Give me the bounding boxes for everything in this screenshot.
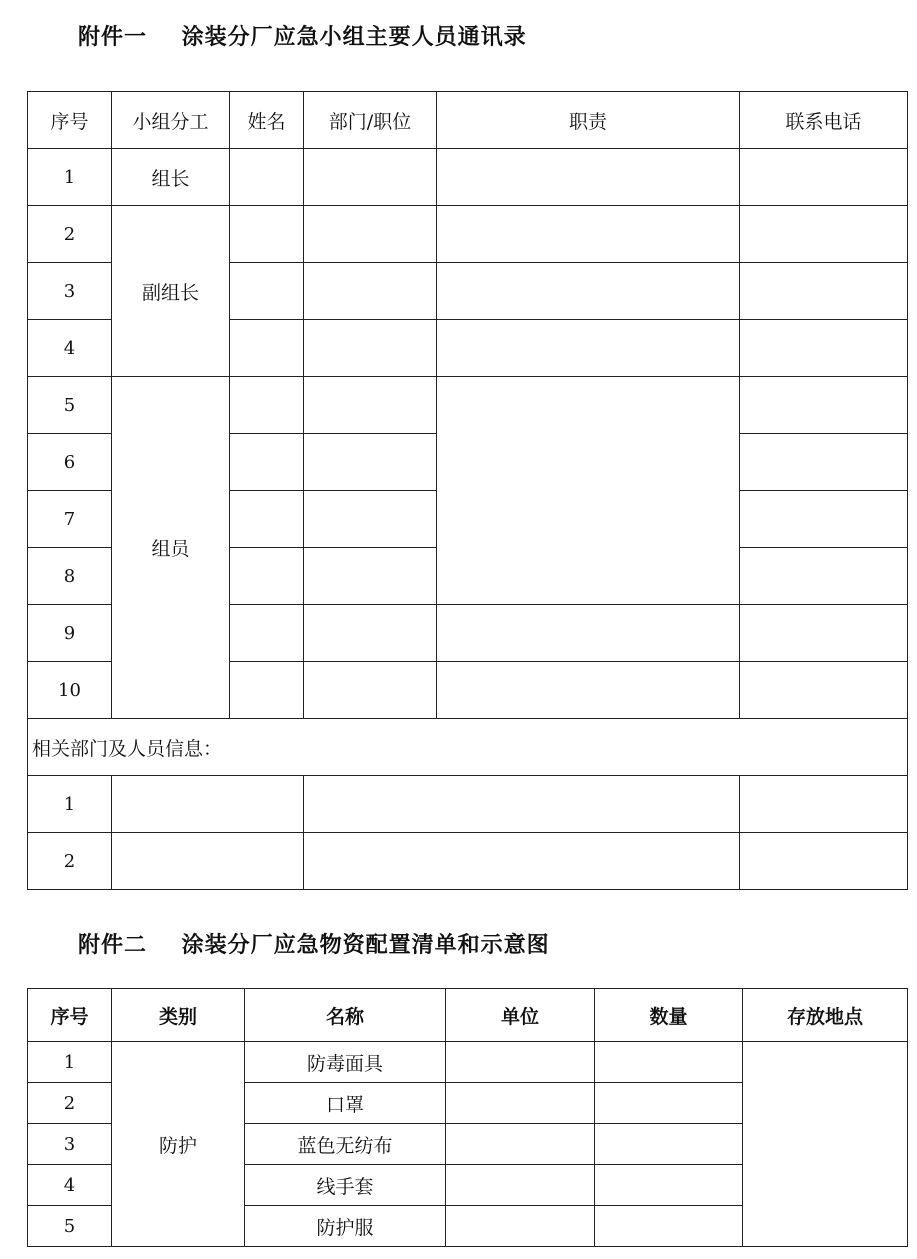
- row-number: 3: [28, 1124, 112, 1165]
- related-info-row: [28, 719, 908, 776]
- supplies-table-header: [28, 989, 908, 1042]
- name-cell[interactable]: [230, 149, 304, 206]
- row-number: 2: [28, 833, 112, 890]
- item-name-cell: 口罩: [245, 1083, 446, 1124]
- duty-cell[interactable]: [437, 320, 740, 377]
- dept-cell[interactable]: [304, 206, 437, 263]
- contact-table: [27, 91, 908, 890]
- contact-table-header: [28, 92, 908, 149]
- header-duty: 职责: [437, 92, 740, 149]
- unit-cell[interactable]: [446, 1083, 595, 1124]
- row-number: 1: [28, 149, 112, 206]
- item-name-cell: 蓝色无纺布: [245, 1124, 446, 1165]
- dept-cell[interactable]: [304, 377, 437, 434]
- related-row: [28, 776, 908, 833]
- unit-cell[interactable]: [446, 1042, 595, 1083]
- duty-cell[interactable]: [437, 605, 740, 662]
- quantity-cell[interactable]: [595, 1165, 743, 1206]
- phone-cell[interactable]: [740, 263, 908, 320]
- attachment1-title: 附件一 涂装分厂应急小组主要人员通讯录: [78, 25, 527, 50]
- duty-cell[interactable]: [437, 263, 740, 320]
- row-number: 6: [28, 434, 112, 491]
- dept-cell[interactable]: [304, 605, 437, 662]
- name-cell[interactable]: [230, 377, 304, 434]
- phone-cell[interactable]: [740, 206, 908, 263]
- duty-cell[interactable]: [437, 206, 740, 263]
- row-number: 5: [28, 377, 112, 434]
- unit-cell[interactable]: [446, 1165, 595, 1206]
- table-row: [28, 149, 908, 206]
- location-cell[interactable]: [743, 1042, 908, 1247]
- phone-cell[interactable]: [740, 662, 908, 719]
- role-cell: 组员: [112, 377, 230, 719]
- phone-cell[interactable]: [740, 320, 908, 377]
- dept-cell[interactable]: [304, 263, 437, 320]
- header-name: 姓名: [230, 92, 304, 149]
- phone-cell[interactable]: [740, 491, 908, 548]
- related-row: [28, 833, 908, 890]
- name-cell[interactable]: [230, 434, 304, 491]
- header-item-name: 名称: [245, 989, 446, 1042]
- related-cell[interactable]: [304, 776, 740, 833]
- table-row: [28, 1042, 908, 1083]
- quantity-cell[interactable]: [595, 1124, 743, 1165]
- header-dept: 部门/职位: [304, 92, 437, 149]
- header-seq: 序号: [28, 989, 112, 1042]
- duty-cell[interactable]: [437, 149, 740, 206]
- row-number: 9: [28, 605, 112, 662]
- name-cell[interactable]: [230, 662, 304, 719]
- phone-cell[interactable]: [740, 149, 908, 206]
- row-number: 4: [28, 320, 112, 377]
- header-role: 小组分工: [112, 92, 230, 149]
- dept-cell[interactable]: [304, 491, 437, 548]
- row-number: 10: [28, 662, 112, 719]
- table-row: [28, 206, 908, 263]
- header-quantity: 数量: [595, 989, 743, 1042]
- dept-cell[interactable]: [304, 320, 437, 377]
- row-number: 1: [28, 1042, 112, 1083]
- related-cell[interactable]: [740, 776, 908, 833]
- row-number: 2: [28, 1083, 112, 1124]
- row-number: 8: [28, 548, 112, 605]
- dept-cell[interactable]: [304, 548, 437, 605]
- phone-cell[interactable]: [740, 548, 908, 605]
- dept-cell[interactable]: [304, 434, 437, 491]
- header-unit: 单位: [446, 989, 595, 1042]
- dept-cell[interactable]: [304, 662, 437, 719]
- row-number: 3: [28, 263, 112, 320]
- name-cell[interactable]: [230, 491, 304, 548]
- header-seq: 序号: [28, 92, 112, 149]
- name-cell[interactable]: [230, 206, 304, 263]
- unit-cell[interactable]: [446, 1206, 595, 1247]
- name-cell[interactable]: [230, 320, 304, 377]
- supplies-table: [27, 988, 908, 1247]
- item-name-cell: 防护服: [245, 1206, 446, 1247]
- table-row: [28, 377, 908, 434]
- name-cell[interactable]: [230, 263, 304, 320]
- row-number: 7: [28, 491, 112, 548]
- header-location: 存放地点: [743, 989, 908, 1042]
- item-name-cell: 线手套: [245, 1165, 446, 1206]
- related-cell[interactable]: [304, 833, 740, 890]
- name-cell[interactable]: [230, 548, 304, 605]
- related-cell[interactable]: [112, 776, 304, 833]
- name-cell[interactable]: [230, 605, 304, 662]
- dept-cell[interactable]: [304, 149, 437, 206]
- quantity-cell[interactable]: [595, 1206, 743, 1247]
- duty-cell[interactable]: [437, 662, 740, 719]
- item-name-cell: 防毒面具: [245, 1042, 446, 1083]
- row-number: 5: [28, 1206, 112, 1247]
- category-cell: 防护: [112, 1042, 245, 1247]
- row-number: 1: [28, 776, 112, 833]
- quantity-cell[interactable]: [595, 1042, 743, 1083]
- header-phone: 联系电话: [740, 92, 908, 149]
- phone-cell[interactable]: [740, 605, 908, 662]
- role-cell: 副组长: [112, 206, 230, 377]
- role-cell: 组长: [112, 149, 230, 206]
- phone-cell[interactable]: [740, 434, 908, 491]
- row-number: 4: [28, 1165, 112, 1206]
- row-number: 2: [28, 206, 112, 263]
- related-info-label: 相关部门及人员信息：: [28, 719, 908, 776]
- related-cell[interactable]: [740, 833, 908, 890]
- quantity-cell[interactable]: [595, 1083, 743, 1124]
- attachment2-title: 附件二 涂装分厂应急物资配置清单和示意图: [78, 933, 550, 958]
- header-category: 类别: [112, 989, 245, 1042]
- related-cell[interactable]: [112, 833, 304, 890]
- phone-cell[interactable]: [740, 377, 908, 434]
- unit-cell[interactable]: [446, 1124, 595, 1165]
- duty-cell[interactable]: [437, 377, 740, 605]
